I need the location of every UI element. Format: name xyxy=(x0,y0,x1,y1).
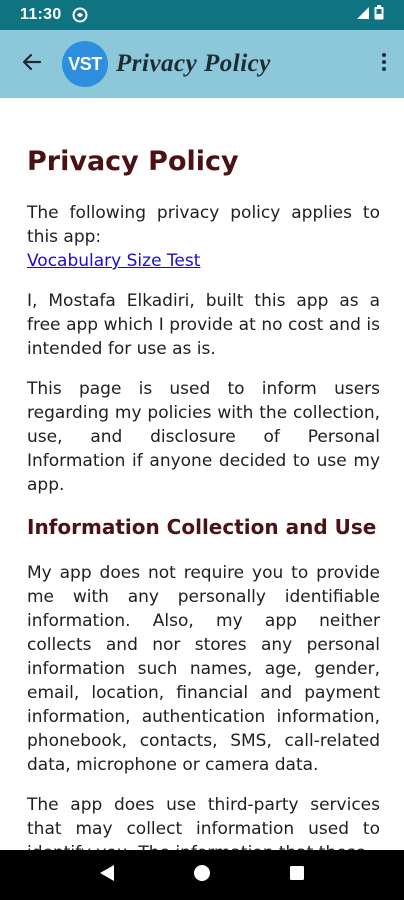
intro-paragraph xyxy=(27,201,380,273)
third-party-paragraph: The app does use third-party services that may collect information used to xyxy=(27,795,380,839)
nav-back-button[interactable] xyxy=(87,855,127,895)
overflow-menu-icon xyxy=(381,52,387,76)
collection-paragraph: My app does not require you to provide me with any personally identifiable information. Also, my app neither collects and nor stores any personal information such names, age, gender, email, location, financial and payment information, authentication information, phonebook, contacts, SMS, call-related data, microphone or camera data. xyxy=(27,563,380,775)
app-bar xyxy=(0,30,404,98)
app-bar-title: Privacy Policy xyxy=(116,50,271,77)
author-paragraph: I, Mostafa Elkadiri, built this app as a free app which I provide at no cost and is intended for use as is. xyxy=(27,291,380,359)
back-button[interactable] xyxy=(4,30,60,98)
home-circle-icon xyxy=(193,864,211,886)
nav-home-button[interactable] xyxy=(182,855,222,895)
app-link[interactable]: Vocabulary Size Test xyxy=(27,251,201,271)
app-logo xyxy=(62,41,108,87)
purpose-paragraph: This page is used to inform users regarding my policies with the collection, use, and disclosure of Personal Information if anyone decided to use my app. xyxy=(27,379,380,495)
system-nav-bar xyxy=(0,850,404,900)
recents-square-icon xyxy=(289,865,305,885)
nav-recents-button[interactable] xyxy=(277,855,317,895)
app-logo-text: VST xyxy=(68,53,102,74)
battery-icon xyxy=(374,5,384,25)
status-indicators xyxy=(356,5,384,25)
status-bar xyxy=(0,0,404,30)
back-arrow-icon xyxy=(22,52,42,76)
intro-text: The following privacy policy applies to this app: xyxy=(27,203,380,247)
app-notification-icon xyxy=(72,7,88,23)
page-title: Privacy Policy xyxy=(27,146,239,177)
overflow-menu-button[interactable] xyxy=(364,30,404,98)
status-time: 11:30 xyxy=(20,6,62,23)
policy-content[interactable] xyxy=(0,98,404,850)
signal-icon xyxy=(356,6,370,25)
back-triangle-icon xyxy=(99,864,115,886)
section-heading: Information Collection and Use xyxy=(27,515,377,539)
